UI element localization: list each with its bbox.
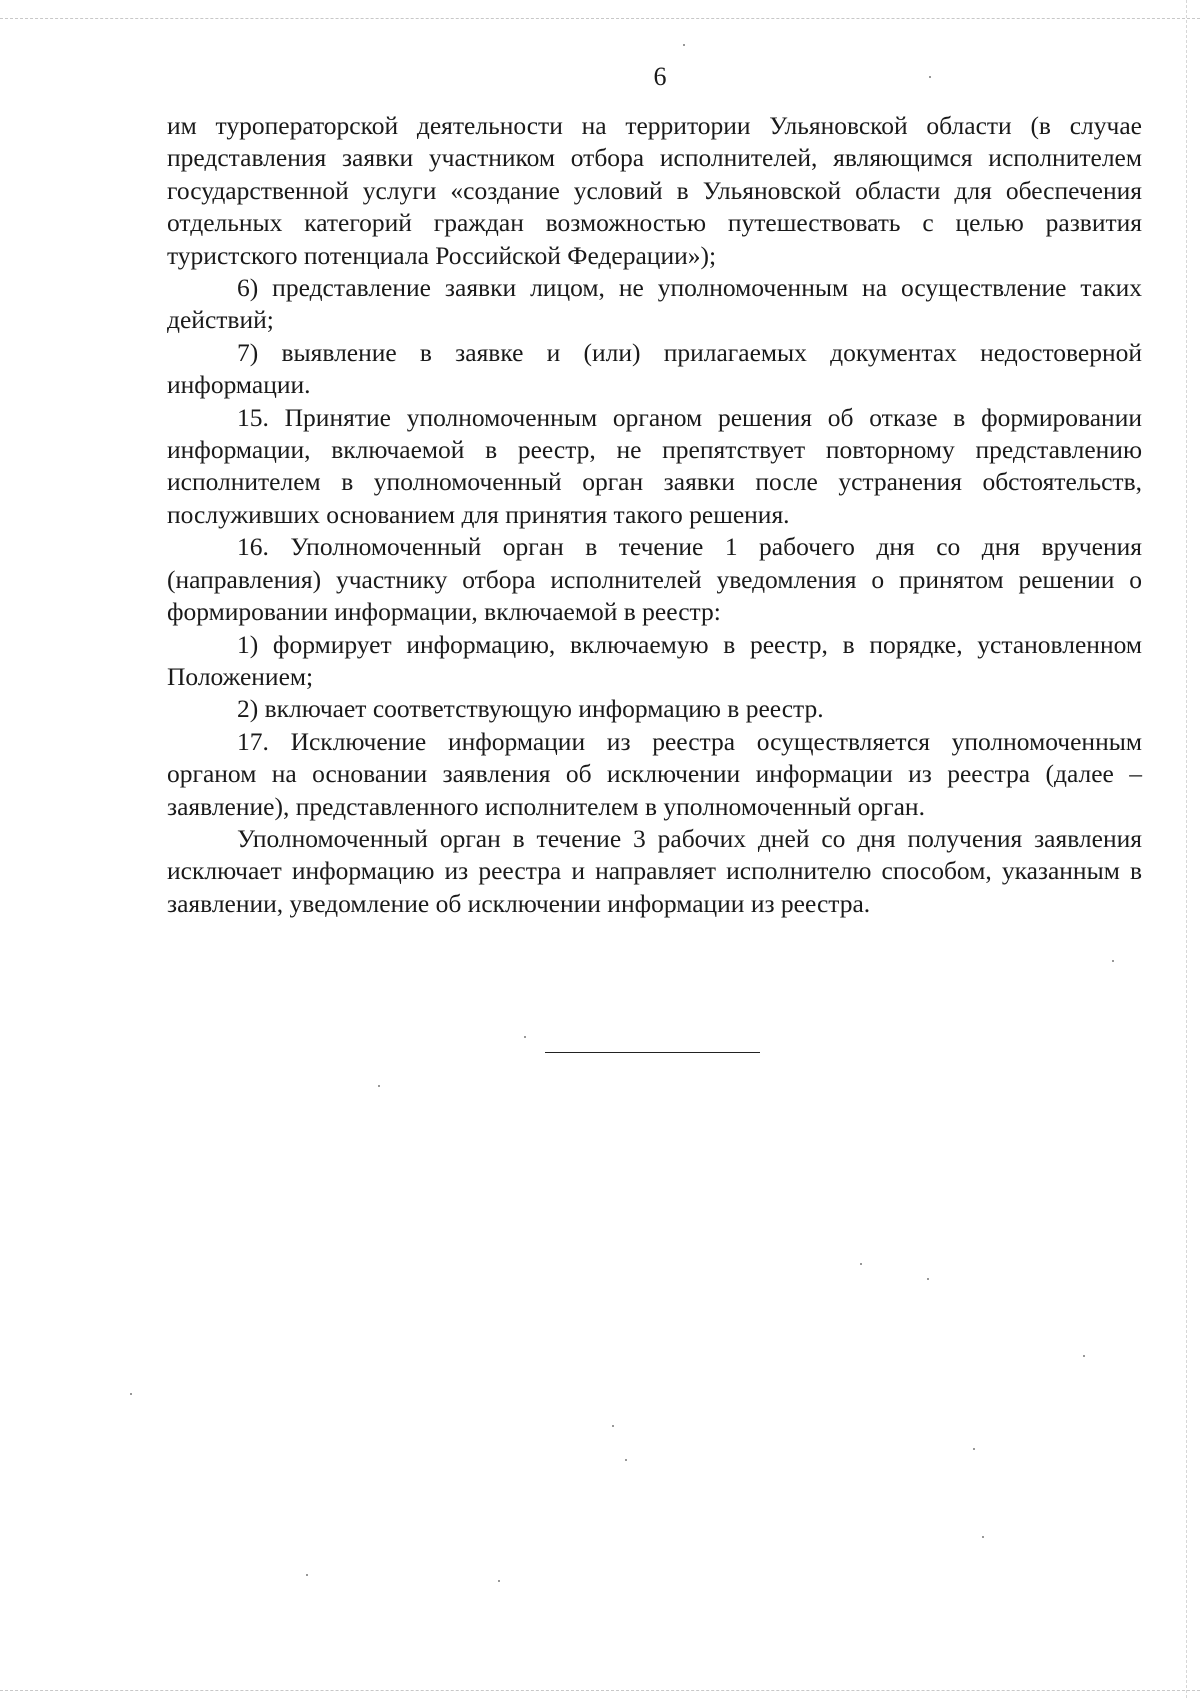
scan-speck <box>929 76 931 78</box>
paragraph-17-continuation: Уполномоченный орган в течение 3 рабочих дней со дня получения заявления исключает информацию из реестра и направляет исполнителю способом, указанным в заявлении, уведомление об исключении информации из реестра. <box>167 823 1142 918</box>
scan-speck <box>378 1085 380 1087</box>
paragraph-17: 17. Исключение информации из реестра осуществляется уполномоченным органом на основании заявления об исключении информации из реестра (далее – заявление), представленного исполнителем в уполномоченный орган. <box>167 726 1142 821</box>
scan-speck <box>1083 1355 1085 1357</box>
end-divider-line <box>545 1052 760 1053</box>
paragraph-item-7: 7) выявление в заявке и (или) прилагаемых документах недостоверной информации. <box>167 337 1142 400</box>
scan-edge-bottom <box>0 1690 1200 1691</box>
scan-speck <box>524 1036 526 1038</box>
scan-speck <box>982 1536 984 1538</box>
scan-speck <box>927 1278 929 1280</box>
scan-speck <box>130 1393 132 1395</box>
scan-speck <box>1112 960 1114 962</box>
scan-speck <box>498 1580 500 1582</box>
scan-edge-top <box>0 18 1200 19</box>
paragraph-16-item-2: 2) включает соответствующую информацию в реестр. <box>237 694 824 724</box>
paragraph-item-6: 6) представление заявки лицом, не уполномоченным на осуществление таких действий; <box>167 273 1142 335</box>
scan-speck <box>973 1448 975 1450</box>
document-body <box>167 110 1142 920</box>
paragraph-continuation: им туроператорской деятельности на территории Ульяновской области (в случае представления заявки участником отбора исполнителей, являющимся исполнителем государственной услуги «создание условий в Ульяновской области для обеспечения отдельных категорий граждан возможностью путешествовать с целью развития туристского потенциала Российской Федерации»); <box>167 111 1142 270</box>
page-number: 6 <box>653 62 667 91</box>
paragraph-15: 15. Принятие уполномоченным органом решения об отказе в формировании информации, включаемой в реестр, не препятствует повторному представлению исполнителем в уполномоченный орган заявки после устранения обстоятельств, послуживших основанием для принятия такого решения. <box>167 402 1142 529</box>
scan-speck <box>612 1425 614 1427</box>
paragraph-16: 16. Уполномоченный орган в течение 1 рабочего дня со дня вручения (направления) участнику отбора исполнителей уведомления о принятом решении о формировании информации, включаемой в реестр: <box>167 532 1142 627</box>
scan-speck <box>683 44 685 46</box>
scan-edge-right <box>1186 0 1187 1698</box>
scan-speck <box>625 1459 627 1461</box>
paragraph-16-item-1: 1) формирует информацию, включаемую в реестр, в порядке, установленном Положением; <box>167 629 1142 691</box>
scan-speck <box>860 1263 862 1265</box>
scan-speck <box>306 1574 308 1576</box>
